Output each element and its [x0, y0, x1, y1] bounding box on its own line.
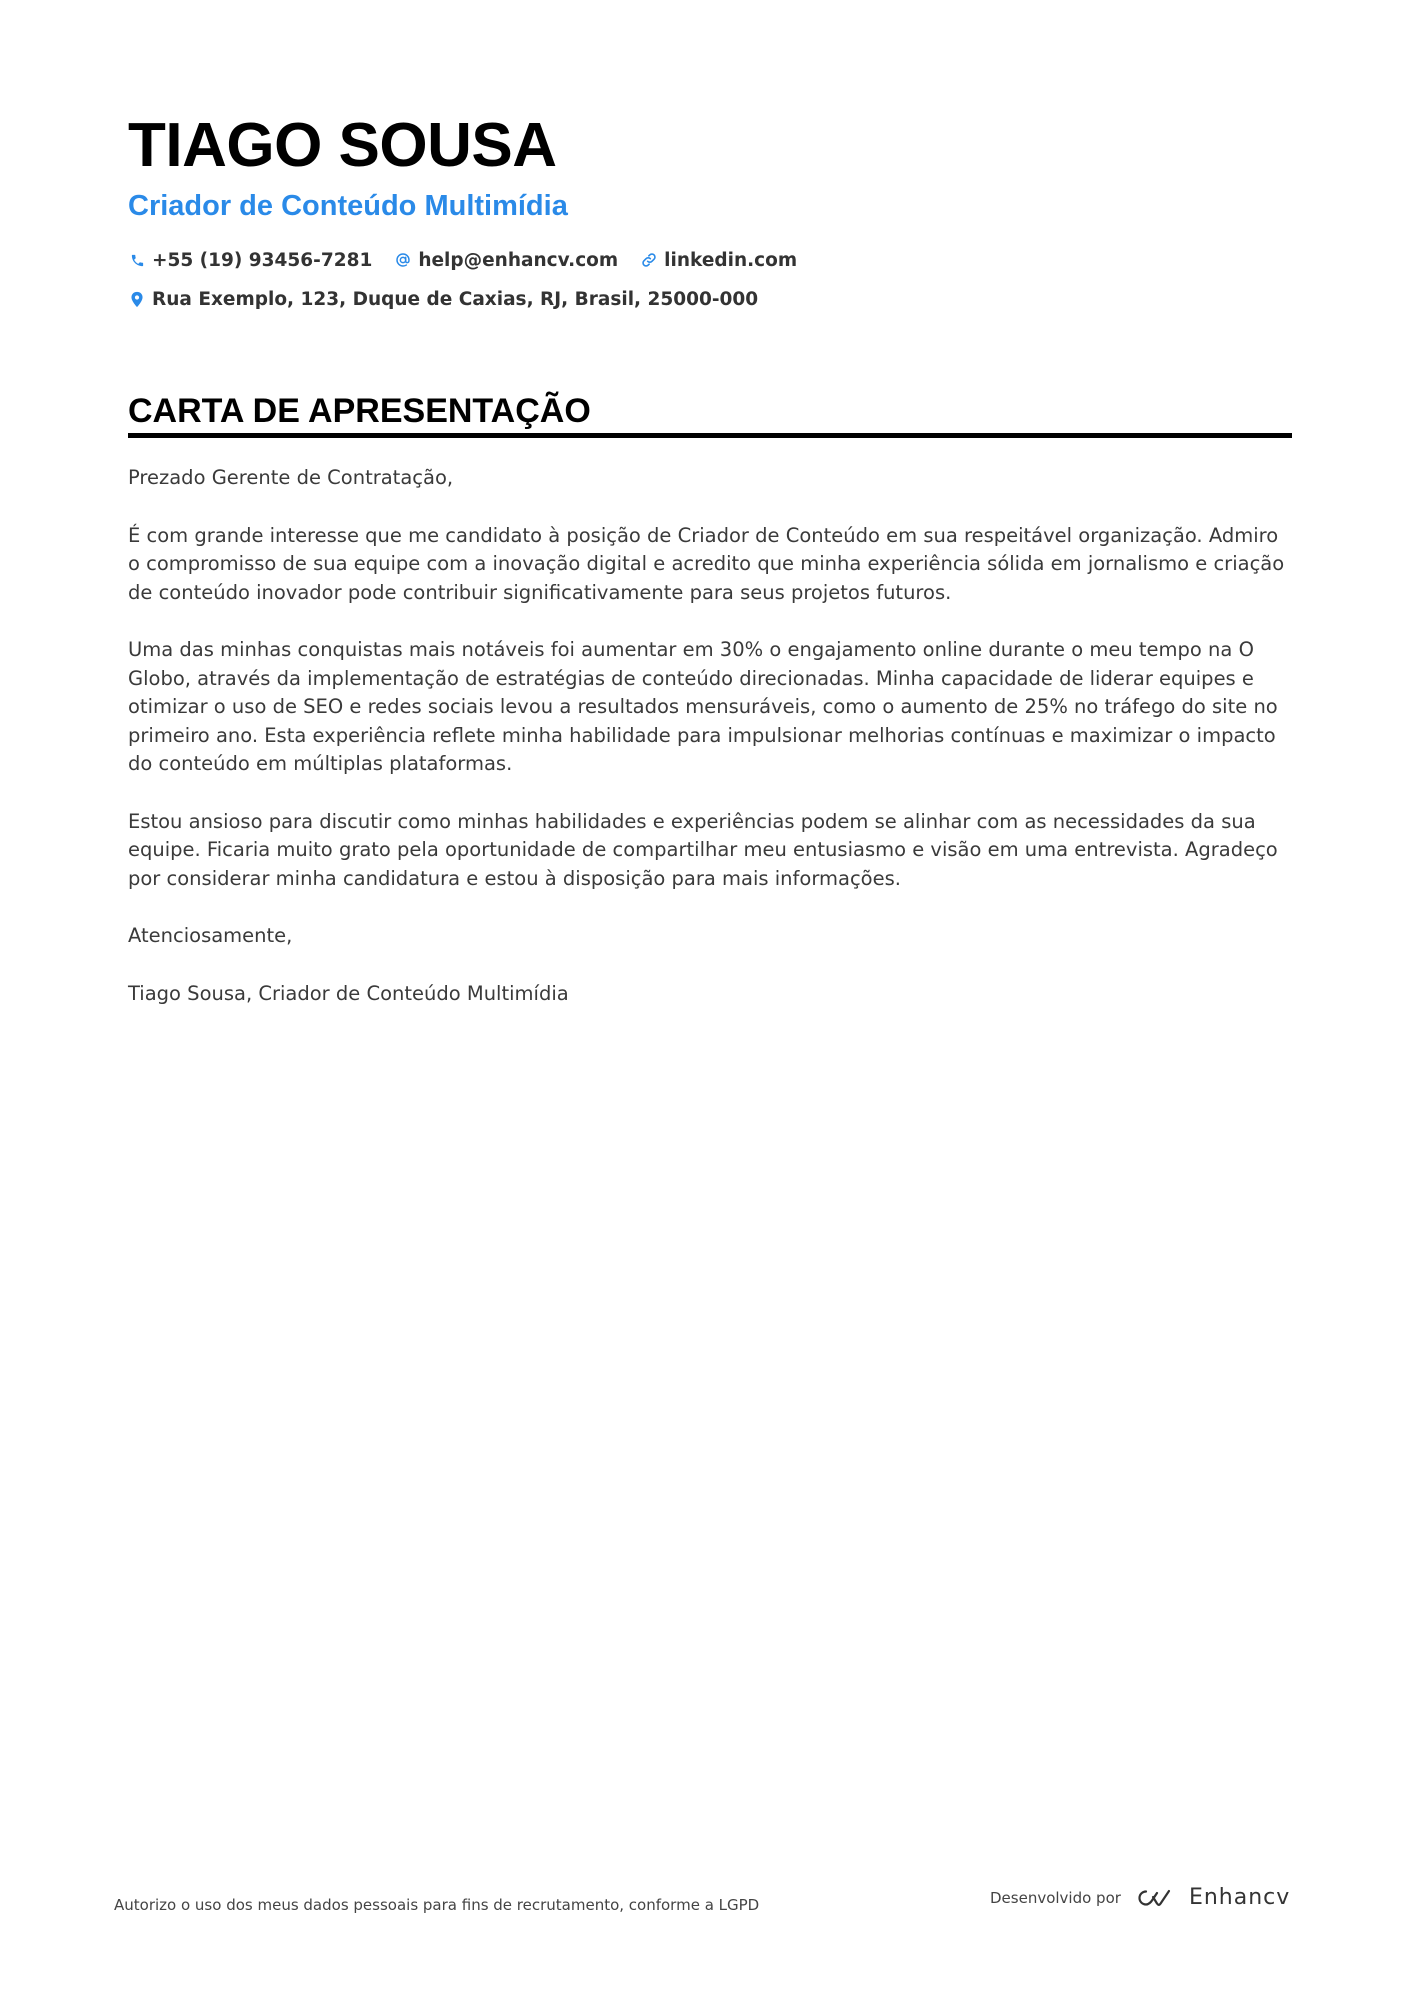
letter-paragraph: É com grande interesse que me candidato à posição de Criador de Conteúdo em sua respeitável organização. Admiro o compromisso de sua equipe com a inovação digital e acredito que minha experiência sólida em jornalismo e criação de conteúdo inovador pode contribuir significativamente para seus projetos futuros. [128, 523, 1285, 604]
candidate-role: Criador de Conteúdo Multimídia [128, 190, 568, 222]
cover-letter-page [128, 110, 1292, 1037]
letter-greeting: Prezado Gerente de Contratação, [128, 466, 454, 489]
at-icon [394, 251, 412, 269]
website-text: linkedin.com [664, 249, 798, 271]
letter-paragraph: Uma das minhas conquistas mais notáveis foi aumentar em 30% o engajamento online durante o meu tempo na O Globo, através da implementação de estratégias de conteúdo direcionadas. Minha capacidade de liderar equipes e otimizar o uso de SEO e redes sociais levou a resultados mensuráveis, como o aumento de 25% no tráfego do site no primeiro ano. Esta experiência reflete minha habilidade para impulsionar melhorias contínuas e maximizar o impacto do conteúdo em múltiplas plataformas. [128, 638, 1278, 775]
contact-address [128, 289, 758, 310]
location-pin-icon [128, 290, 146, 308]
enhancv-brand: Enhancv [1188, 1885, 1291, 1910]
address-text: Rua Exemplo, 123, Duque de Caxias, RJ, Brasil, 25000-000 [152, 288, 759, 310]
contact-phone [128, 250, 372, 271]
letter-body [128, 464, 1292, 1008]
section-title: CARTA DE APRESENTAÇÃO [128, 391, 1292, 438]
letter-closing: Atenciosamente, [128, 924, 293, 947]
powered-by-label: Desenvolvido por [990, 1888, 1121, 1907]
contact-info [128, 246, 1292, 313]
contact-website[interactable] [640, 250, 797, 271]
contact-email[interactable] [394, 250, 618, 271]
phone-icon [128, 251, 146, 269]
letter-signature: Tiago Sousa, Criador de Conteúdo Multimídia [128, 981, 569, 1005]
enhancv-logo-icon [1133, 1886, 1179, 1910]
contact-line-1 [128, 246, 1292, 274]
candidate-name: TIAGO SOUSA [128, 111, 557, 180]
contact-line-2 [128, 285, 1292, 313]
powered-by[interactable] [990, 1885, 1290, 1910]
link-icon [640, 251, 658, 269]
consent-note: Autorizo o uso dos meus dados pessoais para fins de recrutamento, conforme a LGPD [114, 1896, 760, 1914]
letter-paragraph: Estou ansioso para discutir como minhas habilidades e experiências podem se alinhar com as necessidades da sua equipe. Ficaria muito grato pela oportunidade de compartilhar meu entusiasmo e visão em uma entrevista. Agradeço por considerar minha candidatura e estou à disposição para mais informações. [128, 809, 1278, 890]
phone-text: +55 (19) 93456-7281 [152, 249, 373, 271]
email-text: help@enhancv.com [418, 249, 619, 271]
